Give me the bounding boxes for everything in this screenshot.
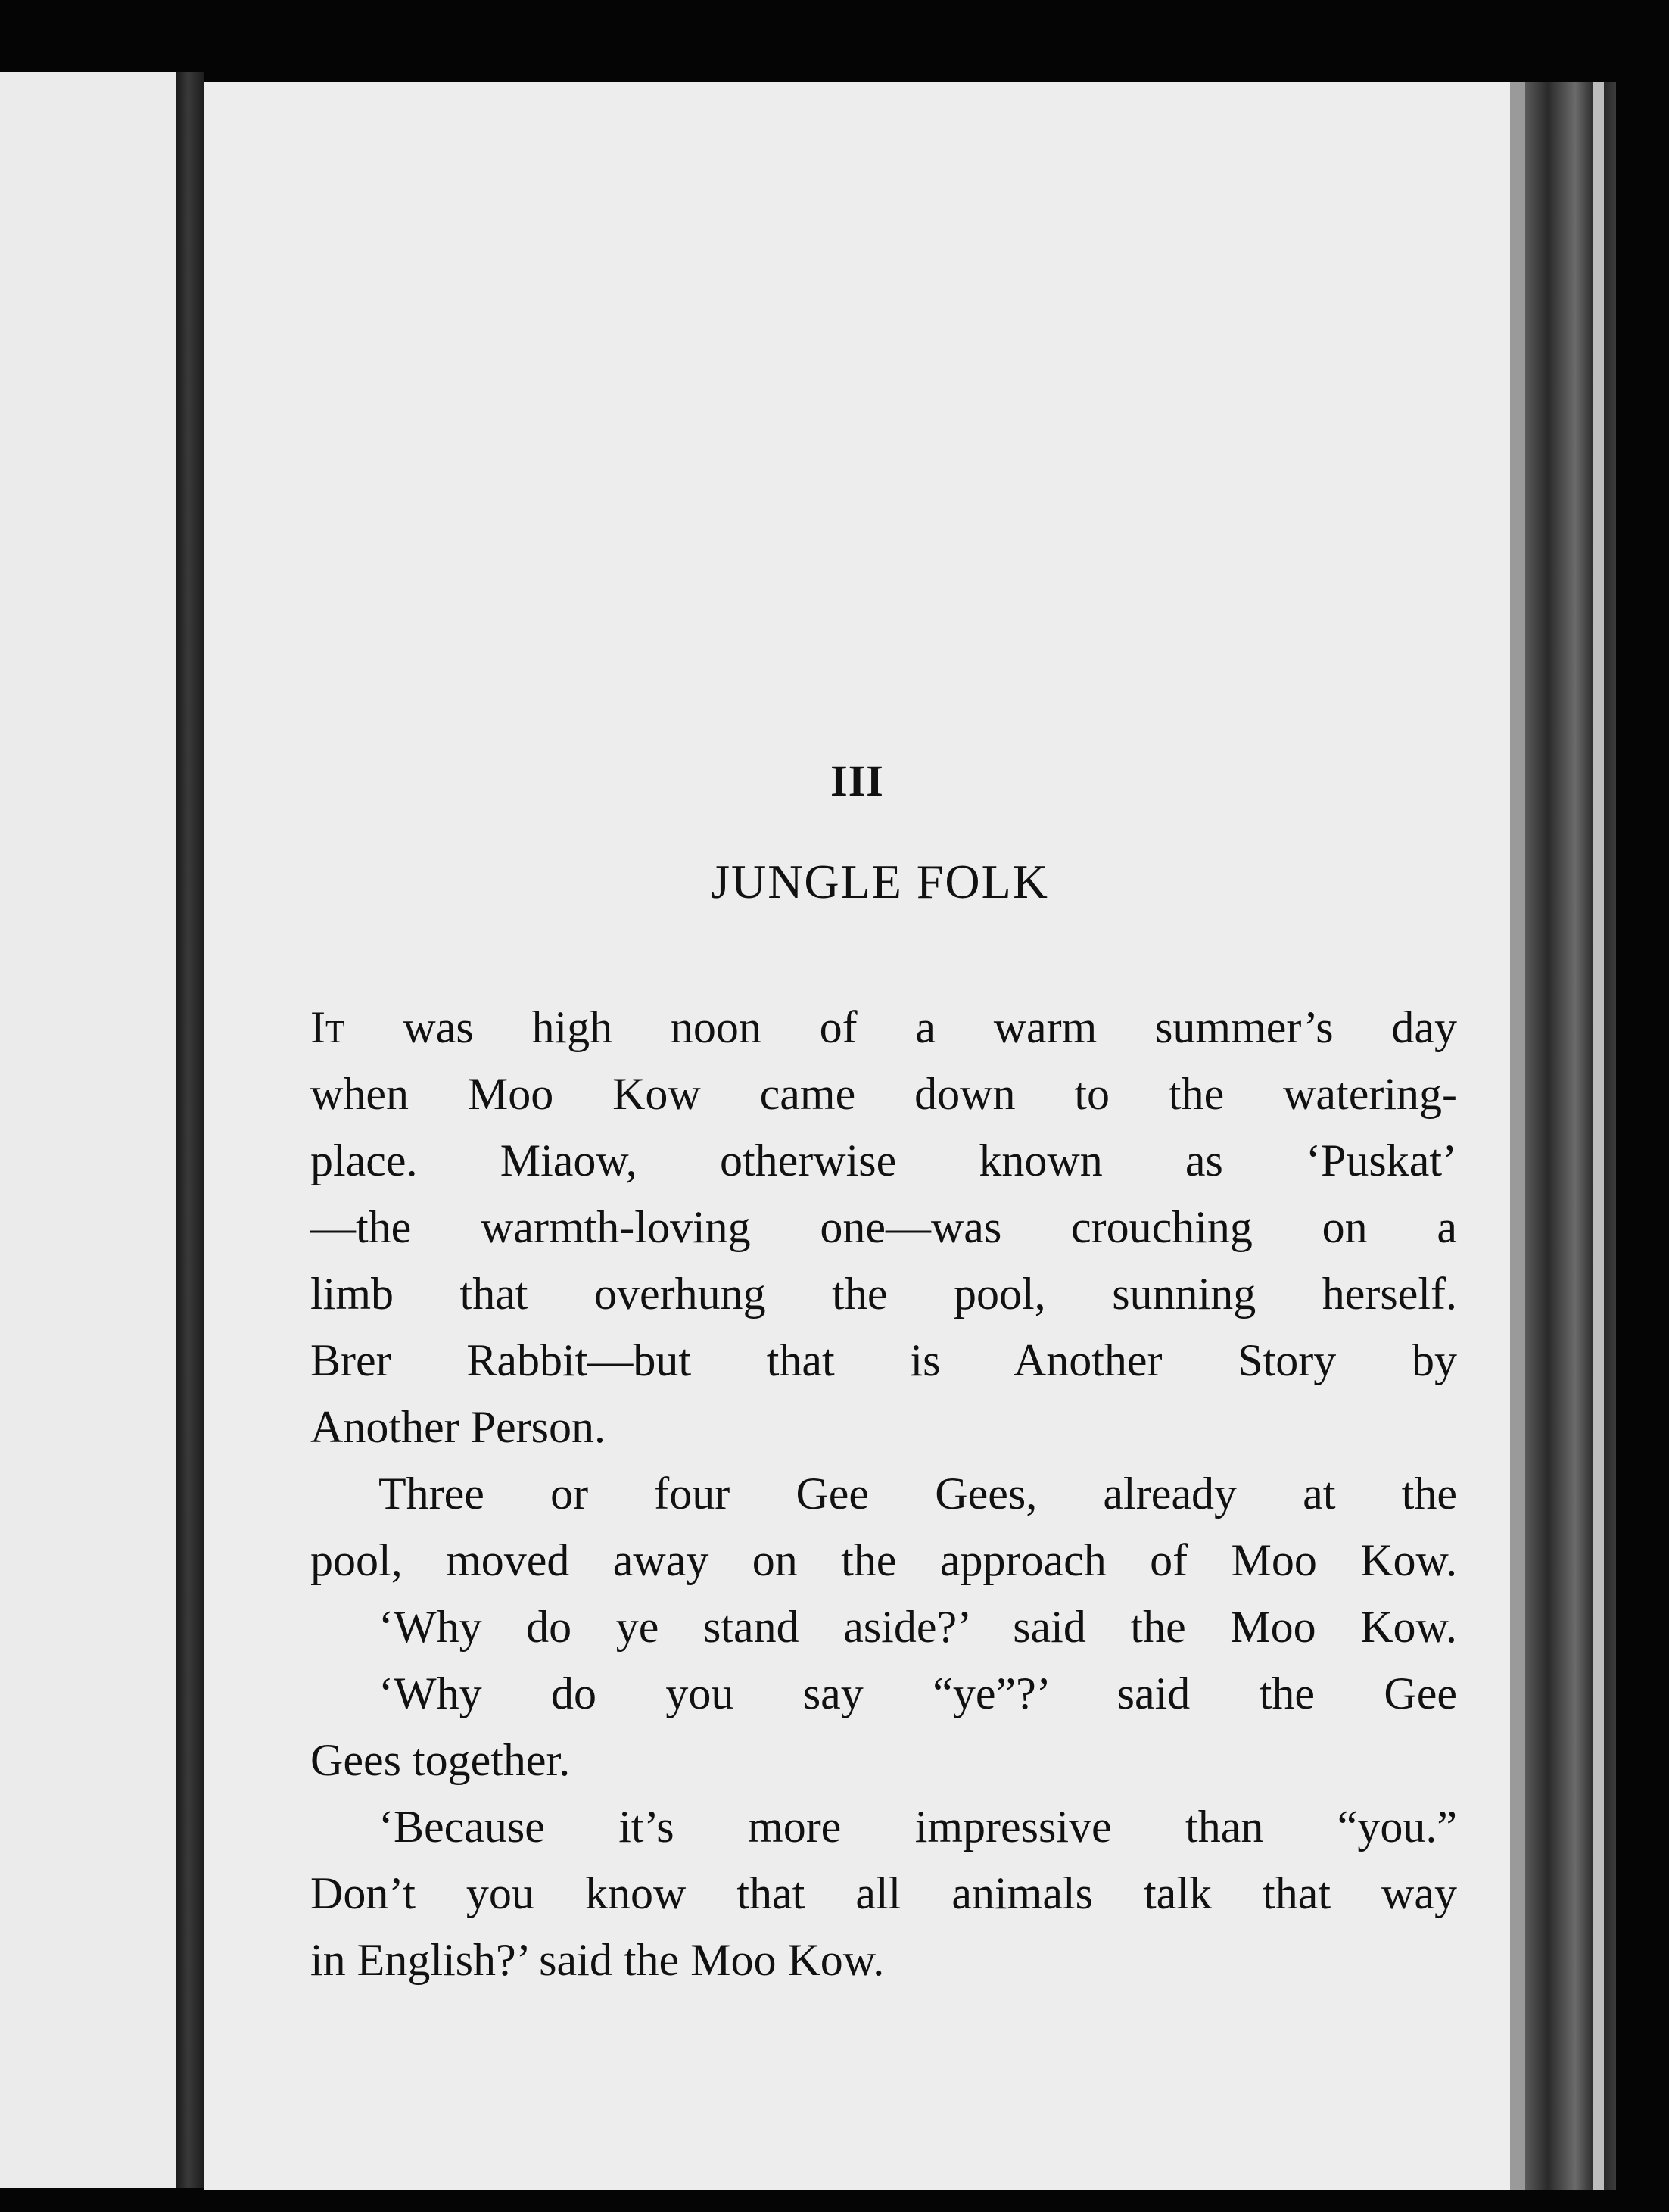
text-line-4: —the warmth-loving one—was crouching on a bbox=[310, 1202, 1457, 1252]
text-line-6: Brer Rabbit—but that is Another Story by bbox=[310, 1335, 1457, 1385]
cover-highlight bbox=[1593, 82, 1604, 2190]
text-line-5: limb that overhung the pool, sunning herself. bbox=[310, 1269, 1457, 1319]
drop-word: It bbox=[310, 1002, 345, 1052]
page-block-edge bbox=[1510, 82, 1525, 2190]
text-line-12: Gees together. bbox=[310, 1735, 571, 1785]
text-line-7: Another Person. bbox=[310, 1402, 606, 1452]
text-line-9: pool, moved away on the approach of Moo Kow. bbox=[310, 1535, 1457, 1585]
text-line-1 bbox=[310, 994, 1457, 1061]
text-line-11: ‘Why do you say “ye”?’ said the Gee bbox=[378, 1668, 1457, 1718]
text-line-15: in English?’ said the Moo Kow. bbox=[310, 1935, 885, 1985]
left-facing-page bbox=[0, 72, 176, 2188]
book-gutter bbox=[176, 72, 204, 2188]
chapter-title: JUNGLE FOLK bbox=[711, 855, 1049, 908]
chapter-body-text bbox=[310, 994, 1457, 1993]
text-line-2: when Moo Kow came down to the watering- bbox=[310, 1069, 1457, 1119]
book-page bbox=[204, 82, 1510, 2190]
text-line-3: place. Miaow, otherwise known as ‘Puskat’ bbox=[310, 1136, 1457, 1185]
text-line-14: Don’t you know that all animals talk that way bbox=[310, 1868, 1457, 1918]
text-line-8: Three or four Gee Gees, already at the bbox=[378, 1469, 1457, 1519]
chapter-number: III bbox=[830, 756, 884, 805]
text-line-10: ‘Why do ye stand aside?’ said the Moo Kow. bbox=[378, 1602, 1457, 1652]
text-line-13: ‘Because it’s more impressive than “you.” bbox=[378, 1802, 1457, 1852]
text-line-1-rest: was high noon of a warm summer’s day bbox=[344, 1002, 1457, 1052]
